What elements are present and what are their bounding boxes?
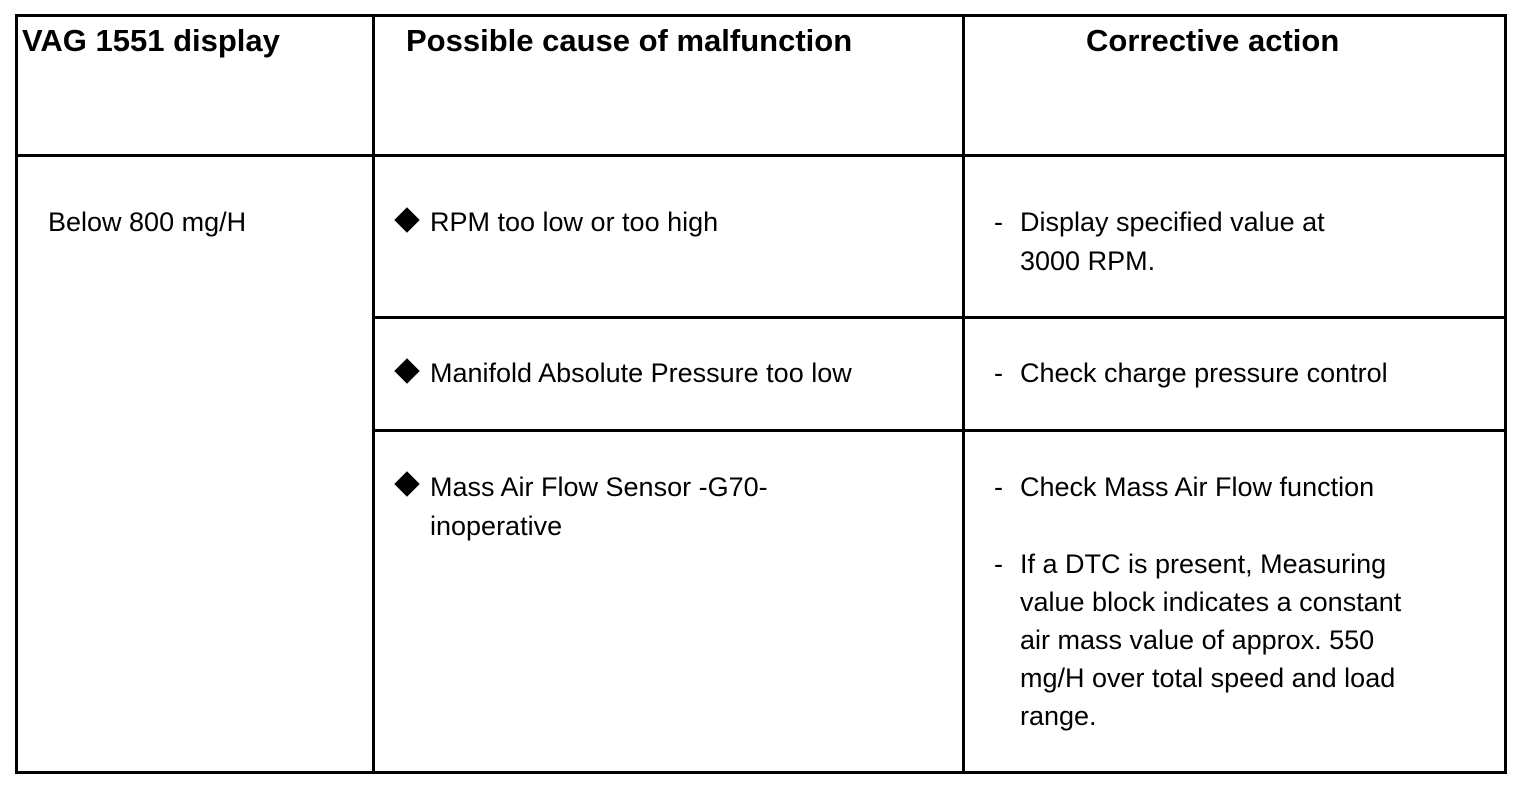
action-row-3b-line-2: value block indicates a constant bbox=[1020, 587, 1402, 617]
action-row-3b-line-5: range. bbox=[1020, 701, 1097, 731]
action-row-3b-line-4: mg/H over total speed and load bbox=[1020, 663, 1396, 693]
action-row-1-line-1: Display specified value at bbox=[1020, 207, 1325, 237]
column-divider-1 bbox=[372, 14, 375, 774]
header-corrective-action: Corrective action bbox=[1086, 23, 1340, 58]
column-divider-2 bbox=[962, 14, 965, 774]
header-vag-display: VAG 1551 display bbox=[22, 23, 280, 58]
action-row-3b-line-3: air mass value of approx. 550 bbox=[1020, 625, 1375, 655]
row-divider-1 bbox=[372, 316, 1507, 319]
action-dash: - bbox=[994, 207, 1003, 237]
header-divider bbox=[15, 154, 1507, 157]
action-row-3a-line-1: Check Mass Air Flow function bbox=[1020, 472, 1375, 502]
action-row-1-line-2: 3000 RPM. bbox=[1020, 246, 1156, 276]
row-divider-2 bbox=[372, 429, 1507, 432]
action-dash: - bbox=[994, 549, 1003, 579]
cause-row-2-line-1: Manifold Absolute Pressure too low bbox=[430, 358, 852, 388]
cause-row-1-line-1: RPM too low or too high bbox=[430, 207, 719, 237]
header-possible-cause: Possible cause of malfunction bbox=[406, 23, 853, 58]
action-dash: - bbox=[994, 358, 1003, 388]
action-row-3b-line-1: If a DTC is present, Measuring bbox=[1020, 549, 1387, 579]
action-dash: - bbox=[994, 472, 1003, 502]
action-row-2-line-1: Check charge pressure control bbox=[1020, 358, 1388, 388]
cause-row-3-line-1: Mass Air Flow Sensor -G70- bbox=[430, 472, 768, 502]
cause-row-3-line-2: inoperative bbox=[430, 511, 563, 541]
display-value: Below 800 mg/H bbox=[48, 207, 247, 237]
